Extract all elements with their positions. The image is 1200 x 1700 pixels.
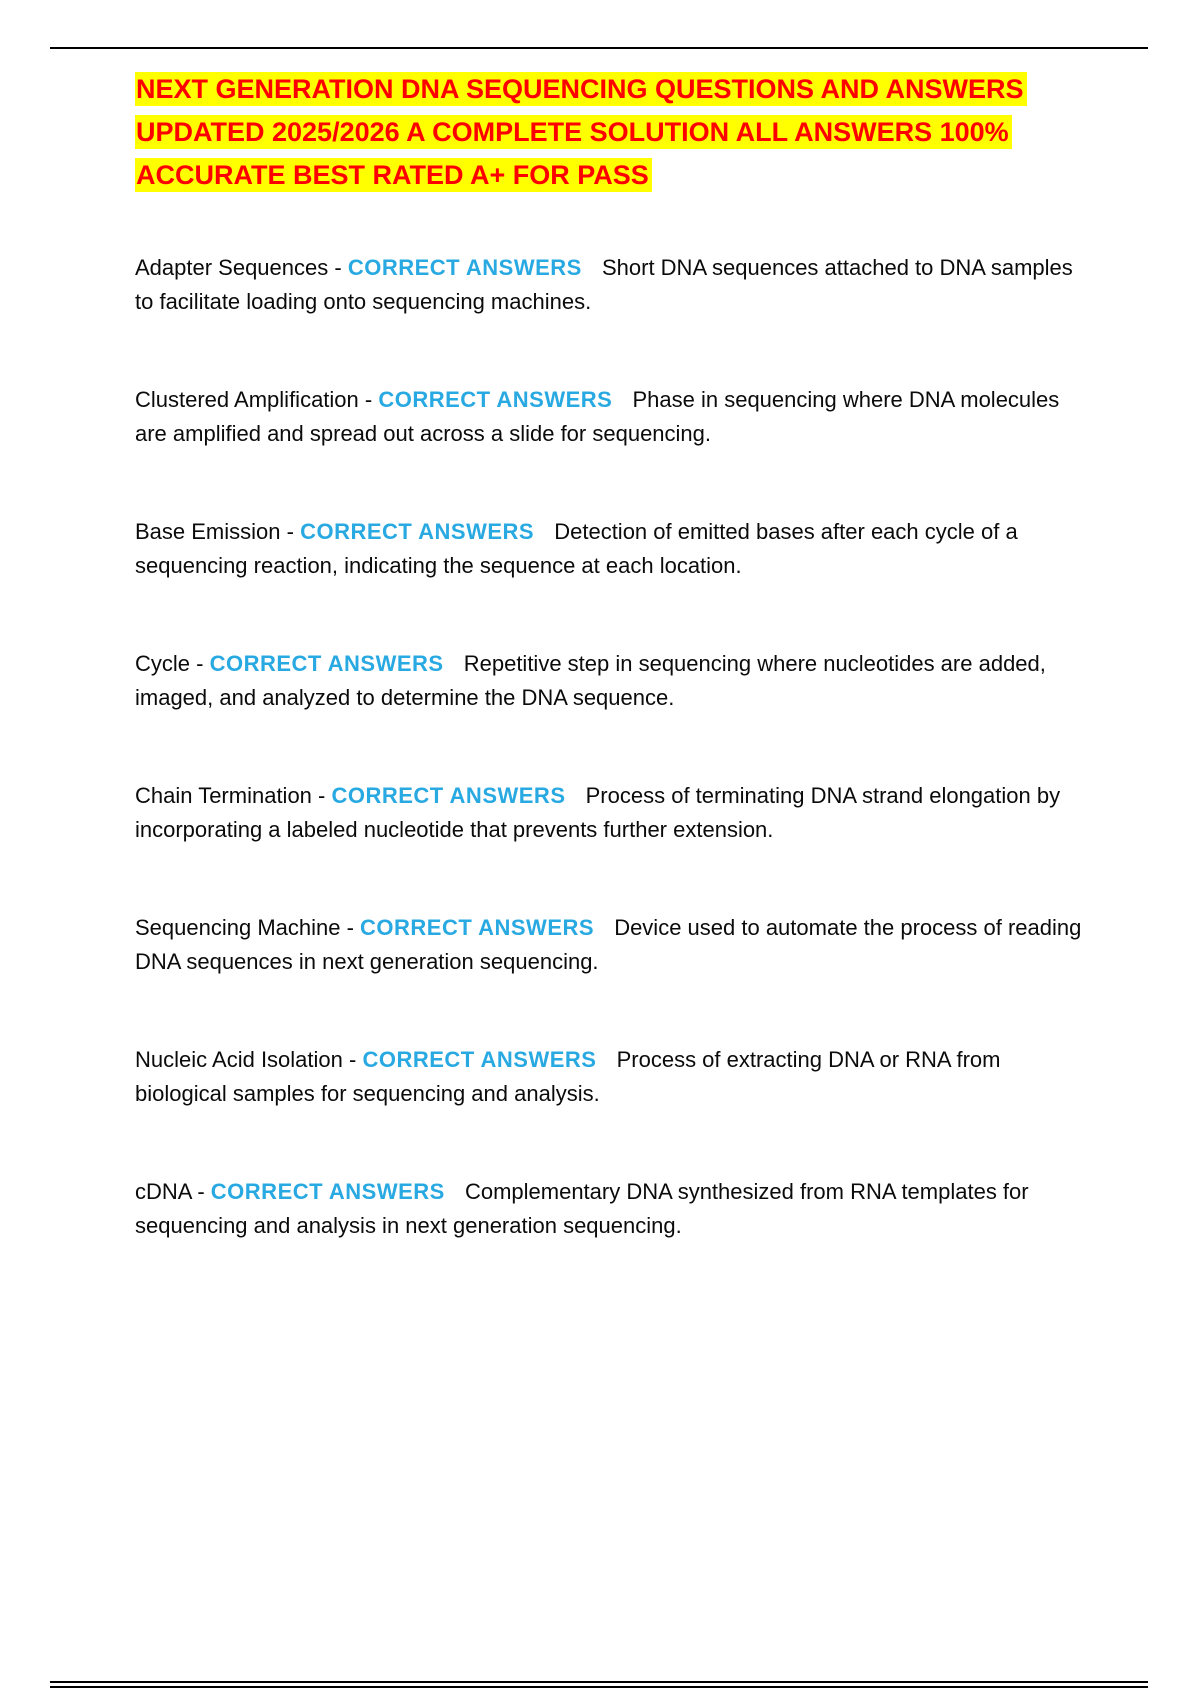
- definition-text: Phase in sequencing where DNA molecules are amplified and spread out across a slide for sequencing.: [135, 387, 1060, 446]
- bottom-rule: [50, 1681, 1148, 1688]
- definition-text: Process of terminating DNA strand elongation by incorporating a labeled nucleotide that prevents further extension.: [135, 783, 1061, 842]
- definition-text: Complementary DNA synthesized from RNA templates for sequencing and analysis in next generation sequencing.: [135, 1179, 1029, 1238]
- qa-list: [135, 251, 1095, 1243]
- term-text: Base Emission -: [135, 519, 301, 544]
- qa-entry: [135, 1175, 1095, 1243]
- title-line: [135, 70, 1095, 113]
- term-text: Clustered Amplification -: [135, 387, 379, 412]
- qa-entry: [135, 383, 1095, 451]
- term-text: Nucleic Acid Isolation -: [135, 1047, 363, 1072]
- correct-answers-label: CORRECT ANSWERS: [360, 915, 595, 940]
- correct-answers-label: CORRECT ANSWERS: [209, 651, 444, 676]
- correct-answers-label: CORRECT ANSWERS: [300, 519, 535, 544]
- term-text: cDNA -: [135, 1179, 211, 1204]
- title-line-text: UPDATED 2025/2026 A COMPLETE SOLUTION ALL ANSWERS 100%: [135, 115, 1012, 149]
- title-line: [135, 156, 1095, 199]
- term-text: Sequencing Machine -: [135, 915, 361, 940]
- qa-entry: [135, 515, 1095, 583]
- correct-answers-label: CORRECT ANSWERS: [210, 1179, 445, 1204]
- correct-answers-label: CORRECT ANSWERS: [378, 387, 613, 412]
- definition-text: Short DNA sequences attached to DNA samples to facilitate loading onto sequencing machines.: [135, 255, 1073, 314]
- qa-entry: [135, 779, 1095, 847]
- qa-entry: [135, 251, 1095, 319]
- correct-answers-label: CORRECT ANSWERS: [331, 783, 566, 808]
- title-line-text: ACCURATE BEST RATED A+ FOR PASS: [135, 158, 652, 192]
- definition-text: Device used to automate the process of reading DNA sequences in next generation sequencing.: [135, 915, 1082, 974]
- top-rule: [50, 47, 1148, 49]
- definition-text: Process of extracting DNA or RNA from biological samples for sequencing and analysis.: [135, 1047, 1001, 1106]
- document-content: [135, 70, 1095, 1307]
- term-text: Cycle -: [135, 651, 210, 676]
- title-line-text: NEXT GENERATION DNA SEQUENCING QUESTIONS AND ANSWERS: [135, 72, 1027, 106]
- definition-text: Repetitive step in sequencing where nucleotides are added, imaged, and analyzed to determine the DNA sequence.: [135, 651, 1046, 710]
- title-line: [135, 113, 1095, 156]
- qa-entry: [135, 1043, 1095, 1111]
- document-title: [135, 70, 1095, 199]
- definition-text: Detection of emitted bases after each cycle of a sequencing reaction, indicating the sequence at each location.: [135, 519, 1018, 578]
- term-text: Chain Termination -: [135, 783, 332, 808]
- correct-answers-label: CORRECT ANSWERS: [362, 1047, 597, 1072]
- correct-answers-label: CORRECT ANSWERS: [347, 255, 582, 280]
- qa-entry: [135, 911, 1095, 979]
- term-text: Adapter Sequences -: [135, 255, 348, 280]
- qa-entry: [135, 647, 1095, 715]
